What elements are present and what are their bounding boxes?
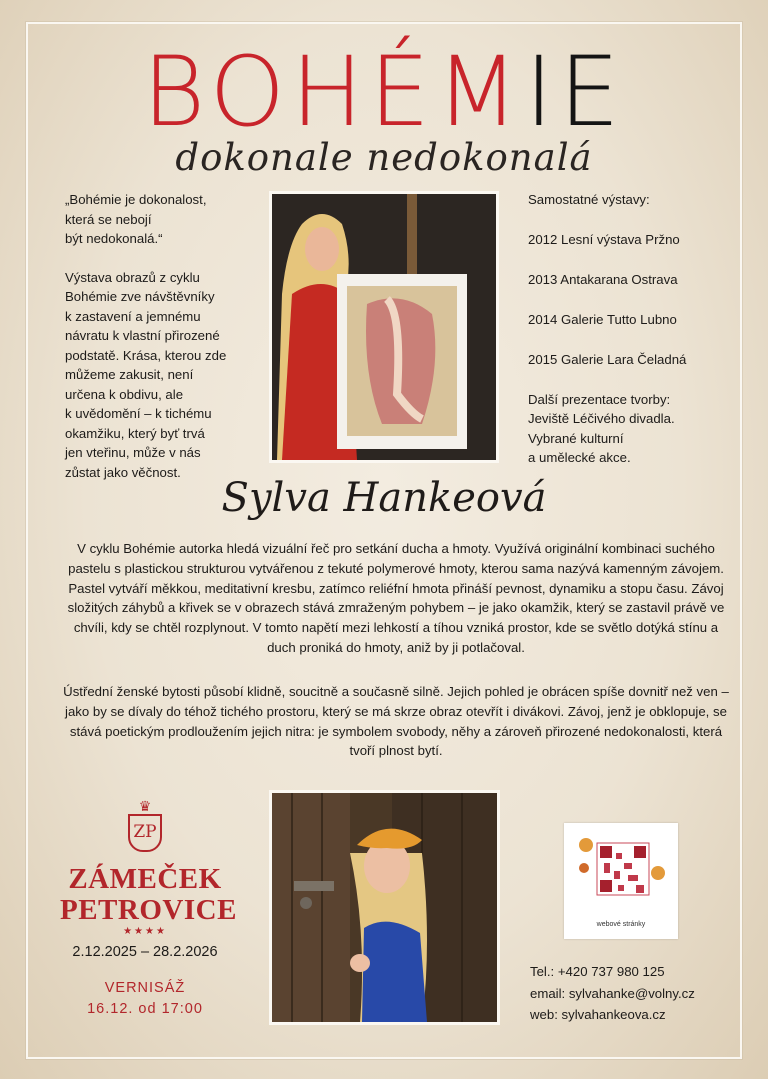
venue-name-line2: PETROVICE (60, 894, 237, 926)
artist-with-painting-image (272, 194, 496, 460)
vernissage-time: 16.12. od 17:00 (87, 1001, 203, 1017)
qr-code-icon (564, 823, 678, 921)
right-column (528, 190, 738, 468)
exhibition-item: 2013 Antakarana Ostrava (528, 271, 678, 287)
vernissage (60, 978, 230, 1020)
artist-portrait-image (272, 793, 497, 1022)
left-column (65, 190, 265, 501)
exhibition-dates: 2.12.2025 – 28.2.2026 (72, 944, 218, 960)
title-red-part: BOHÉM (142, 36, 525, 148)
title-black-part: IE (524, 36, 626, 148)
venue-stars: ★★★★ (123, 926, 167, 937)
other-presentations: Další prezentace tvorby: Jeviště Léčivého divadla. Vybrané kulturní a umělecké akce. (528, 391, 675, 465)
contact-email[interactable]: email: sylvahanke@volny.cz (530, 985, 695, 1001)
intro-text: Výstava obrazů z cyklu Bohémie zve návštěvníky k zastavení a jemnému návratu k vlastní přirozené podstatě. Krása, kterou zde můžeme zakusit, není určena k obdivu, ale k uvědomění – k tichému okamžiku, který byť trvá jen vteřinu, může v nás zůstat jako věčnost. (65, 269, 227, 480)
body-paragraph-2: Ústřední ženské bytosti působí klidně, soucitně a současně silně. Jejich pohled je obrácen spíše dovnitř než ven – jako by se dívaly do téhož tichého prostoru, který se má skrze obraz otevřít i divákovi. Závoj, jenž je obklopuje, se stává poetickým prodloužením jejich nitra: je symbolem svobody, něhy a zároveň přirozené nedokonalosti, která tvoří plnost bytí. (63, 684, 729, 759)
poster-title (0, 36, 768, 148)
exhibition-item: 2012 Lesní výstava Pržno (528, 231, 680, 247)
body-paragraph-1: V cyklu Bohémie autorka hledá vizuální řeč pro setkání ducha a hmoty. Využívá originální kombinaci suchého pastelu s plastickou strukturou vytvářenou z tekuté polymerové hmoty, kterou sama nazývá kamenným závojem. Pastel vytváří měkkou, meditativní kresbu, zatímco reliéfní hmota přináší pevnost, dynamiku a stopu času. Závoj složitých záhybů a křivek se v obrazech stává zmraženým pohybem – je jako okamžik, který se zastavil právě ve chvíli, kdy se chtěl rozplynout. V tomto napětí mezi lehkostí a tíhou vzniká prostor, kde se světlo dotýká stínu a duch proniká do hmoty, aniž by ji potlačoval. (67, 541, 725, 655)
quote-text: „Bohémie je dokonalost, která se nebojí být nedokonalá.“ (65, 192, 207, 246)
qr-code-card[interactable] (564, 823, 678, 939)
exhibition-item: 2014 Galerie Tutto Lubno (528, 311, 677, 327)
artist-name: Sylva Hankeová (221, 475, 547, 521)
qr-caption: webové stránky (596, 921, 646, 928)
exhibitions-heading: Samostatné výstavy: (528, 192, 650, 207)
venue-logo (60, 798, 237, 937)
monogram-emblem: ZP (128, 814, 162, 852)
exhibition-item: 2015 Galerie Lara Čeladná (528, 351, 687, 367)
contact-web[interactable]: web: sylvahankeova.cz (530, 1007, 666, 1022)
contact-phone: Tel.: +420 737 980 125 (530, 964, 665, 979)
vernissage-label: VERNISÁŽ (104, 980, 186, 996)
artwork-photo (269, 191, 499, 463)
contact-info (530, 961, 750, 1026)
artist-portrait-photo (269, 790, 500, 1025)
crown-icon: ♛ (138, 798, 152, 814)
venue-name-line1: ZÁMEČEK (68, 863, 222, 895)
poster-subtitle: dokonale nedokonalá (175, 136, 593, 179)
